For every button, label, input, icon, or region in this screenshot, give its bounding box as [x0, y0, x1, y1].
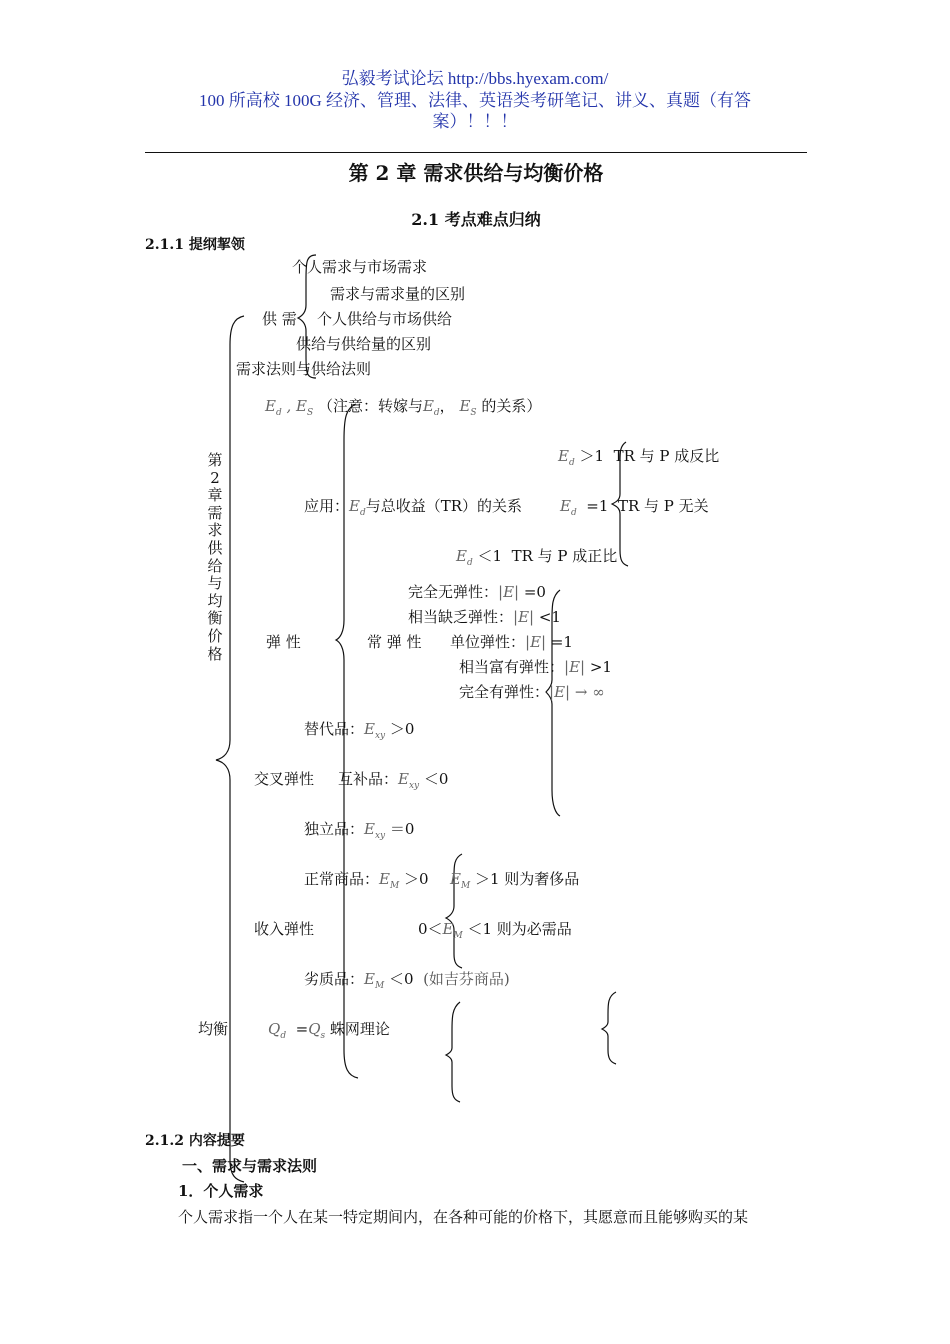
header-line-1: 弘毅考试论坛 http://bbs.hyexam.com/ [341, 69, 609, 88]
header-line-2: 100 所高校 100G 经济、管理、法律、英语类考研笔记、讲义、真题（有答 [198, 91, 752, 110]
brace-chapter [216, 316, 244, 1182]
subsection-title: 2.1.1 提纲挈领 [145, 237, 245, 253]
income-necessity: $0<E_M <1$ 则为必需品 [418, 920, 572, 941]
subsection-2-title: 2.1.2 内容提要 [145, 1133, 245, 1149]
app-case-2: $E_d =1$ TR 与 P 无关 [560, 497, 709, 518]
regular-label: 常 弹 性 [367, 633, 422, 651]
sd-item-3: 个人供给与市场供给 [317, 310, 453, 328]
sd-item-1: 个人需求与市场需求 [292, 258, 428, 276]
sd-item-2: 需求与需求量的区别 [330, 285, 466, 303]
income-normal: 正常商品：$E_M >0$ [304, 870, 429, 891]
cross-label: 交叉弹性 [254, 770, 315, 788]
section-title: 2.1 考点难点归纳 [411, 210, 541, 229]
brace-cobweb [602, 992, 616, 1064]
application-line: 应用：$E_d$与总收益（TR）的关系 [304, 497, 523, 518]
sd-item-4: 供给与供给量的区别 [296, 335, 432, 353]
header-line-3: 案）！！！ [432, 112, 518, 131]
income-label: 收入弹性 [254, 920, 315, 938]
regular-case-5: 完全有弹性：|E| → ∞ [459, 683, 605, 701]
elasticity-label: 弹 性 [266, 633, 301, 651]
regular-case-4: 相当富有弹性：|E| >1 [459, 658, 612, 676]
var-ed-es: $E_d$ , $E_S$ [265, 397, 314, 418]
brace-equilibrium [446, 1002, 460, 1102]
equilibrium-formula: $Q_d =Q_s$ 蛛网理论 [268, 1020, 390, 1041]
regular-case-1: 完全无弹性：|E| =0 [408, 583, 546, 601]
part-1-title: 一、需求与需求法则 [182, 1157, 318, 1175]
equilibrium-label: 均衡 [198, 1020, 229, 1038]
cross-case-1: 替代品：$E_{xy} >0$ [304, 720, 415, 741]
income-inferior: 劣质品：$E_M <0$ (如吉芬商品) [304, 970, 510, 991]
cross-case-2: 互补品：$E_{xy} <0$ [338, 770, 449, 791]
regular-case-2: 相当缺乏弹性：|E| <1 [408, 608, 561, 626]
sd-item-5: 需求法则与供给法则 [236, 360, 372, 378]
income-luxury: $E_M >1$ 则为奢侈品 [450, 870, 580, 891]
cross-case-3: 独立品：$E_{xy} =0$ [304, 820, 415, 841]
chapter-vertical-label: 第2章需求供给与均衡价格 [207, 451, 223, 663]
item-1-title: 1．个人需求 [178, 1182, 264, 1200]
app-case-3: $E_d <1$ TR 与 P 成正比 [456, 547, 618, 568]
app-case-1: $E_d >1$ TR 与 P 成反比 [558, 447, 720, 468]
paragraph-text: 个人需求指一个人在某一特定期间内，在各种可能的价格下，其愿意而且能够购买的某 [178, 1208, 749, 1226]
elasticity-definition: $E_d$ , $E_S$ （注意：转嫁与$E_d$， $E_S$ 的关系） [265, 397, 542, 418]
sd-label: 供 需 [262, 310, 297, 328]
regular-case-3: 单位弹性：|E| =1 [450, 633, 573, 651]
chapter-title: 第 2 章 需求供给与均衡价格 [348, 161, 604, 185]
